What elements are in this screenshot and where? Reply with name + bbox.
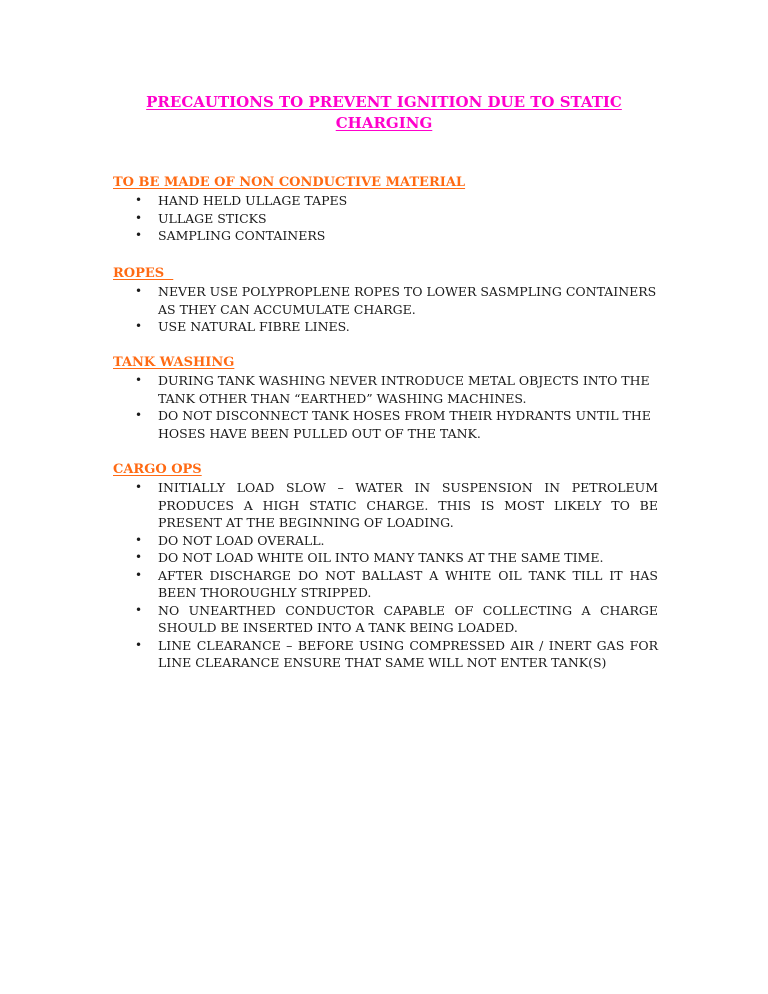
section-heading: CARGO OPS	[113, 462, 202, 477]
list-item	[113, 407, 658, 442]
list-item-text: LINE CLEARANCE – BEFORE USING COMPRESSED AIR / INERT GAS FOR LINE CLEARANCE ENSURE THAT SAME WILL NOT ENTER TANK(S)	[158, 637, 658, 670]
bullet-icon: •	[135, 532, 143, 547]
bullet-icon: •	[135, 602, 143, 617]
section-heading: TANK WASHING	[113, 355, 235, 370]
bullet-icon: •	[135, 284, 143, 298]
list-item	[113, 283, 658, 318]
section-ropes	[113, 265, 658, 336]
bullet-icon: •	[135, 228, 143, 242]
section-heading: TO BE MADE OF NON CONDUCTIVE MATERIAL	[113, 175, 466, 190]
bullet-list	[113, 479, 658, 672]
bullet-list	[113, 283, 658, 336]
list-item-text: AFTER DISCHARGE DO NOT BALLAST A WHITE OIL TANK TILL IT HAS BEEN THOROUGHLY STRIPPED.	[158, 567, 658, 600]
bullet-list	[113, 372, 658, 442]
list-item	[113, 567, 658, 602]
list-item-text: NO UNEARTHED CONDUCTOR CAPABLE OF COLLECTING A CHARGE SHOULD BE INSERTED INTO A TANK BEING LOADED.	[158, 602, 658, 635]
section-heading: ROPES	[113, 266, 174, 281]
list-item-text: DURING TANK WASHING NEVER INTRODUCE METAL OBJECTS INTO THE TANK OTHER THAN “EARTHED” WASHING MACHINES.	[158, 373, 650, 406]
bullet-icon: •	[135, 408, 143, 422]
list-item	[113, 192, 658, 210]
list-item	[113, 372, 658, 407]
list-item-text: ULLAGE STICKS	[158, 210, 267, 226]
list-item	[113, 227, 658, 245]
list-item-text: DO NOT LOAD OVERALL.	[158, 532, 325, 548]
bullet-icon: •	[135, 373, 143, 387]
list-item-text: NEVER USE POLYPROPLENE ROPES TO LOWER SASMPLING CONTAINERS AS THEY CAN ACCUMULATE CHARGE.	[158, 284, 657, 317]
page-title: PRECAUTIONS TO PREVENT IGNITION DUE TO STATIC CHARGING	[146, 93, 622, 132]
bullet-icon: •	[135, 319, 143, 333]
section-cargo-ops	[113, 461, 658, 672]
section-tank-washing	[113, 354, 658, 442]
list-item-text: DO NOT DISCONNECT TANK HOSES FROM THEIR HYDRANTS UNTIL THE HOSES HAVE BEEN PULLED OUT OF THE TANK.	[158, 408, 651, 441]
bullet-list	[113, 192, 658, 245]
list-item	[113, 602, 658, 637]
list-item-text: USE NATURAL FIBRE LINES.	[158, 319, 350, 334]
list-item	[113, 479, 658, 532]
list-item	[113, 210, 658, 228]
bullet-icon: •	[135, 550, 143, 564]
bullet-icon: •	[135, 637, 143, 652]
list-item	[113, 532, 658, 550]
list-item-text: INITIALLY LOAD SLOW – WATER IN SUSPENSION IN PETROLEUM PRODUCES A HIGH STATIC CHARGE. THIS IS MOST LIKELY TO BE PRESENT AT THE BEGINNING OF LOADING.	[158, 480, 658, 530]
list-item	[113, 318, 658, 336]
list-item-text: SAMPLING CONTAINERS	[158, 228, 326, 243]
section-non-conductive-material	[113, 174, 658, 245]
list-item-text: DO NOT LOAD WHITE OIL INTO MANY TANKS AT THE SAME TIME.	[158, 550, 604, 565]
bullet-icon: •	[135, 567, 143, 582]
list-item	[113, 549, 658, 567]
list-item-text: HAND HELD ULLAGE TAPES	[158, 193, 348, 208]
bullet-icon: •	[135, 210, 143, 225]
bullet-icon: •	[135, 193, 143, 207]
list-item	[113, 637, 658, 672]
bullet-icon: •	[135, 480, 143, 494]
